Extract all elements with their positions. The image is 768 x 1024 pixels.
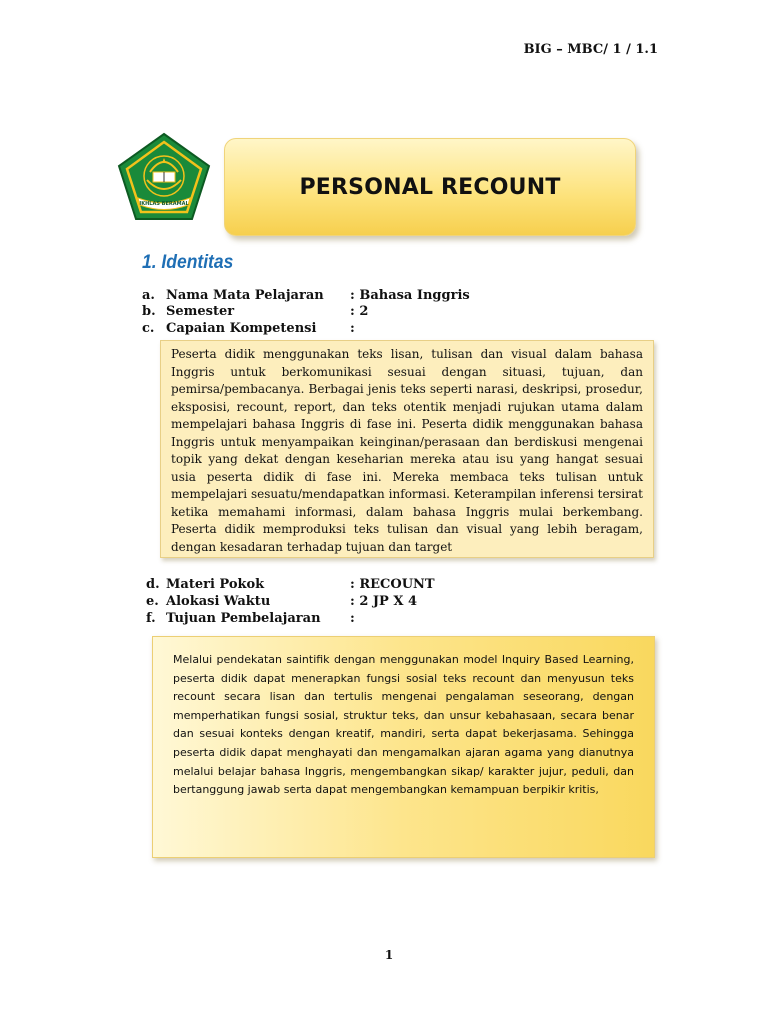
competency-text: Peserta didik menggunakan teks lisan, tulisan dan visual dalam bahasa Inggris untuk berkomunikasi sesuai dengan situasi, tujuan, dan pemirsa/pembacanya. Berbagai jenis teks seperti narasi, deskripsi, prosedur, eksposisi, recount, report, dan teks otentik menjadi rujukan utama dalam mempelajari bahasa Inggris di fase ini. Peserta didik menggunakan bahasa Inggris untuk menyampaikan keinginan/perasaan dan berdiskusi mengenai topik yang dekat dengan keseharian mereka atau isu yang hangat sesuai usia peserta didik di fase ini. Mereka membaca teks tulisan untuk mempelajari sesuatu/mendapatkan informasi. Keterampilan inferensi tersirat ketika memahami informasi, dalam bahasa Inggris mulai berkembang. Peserta didik memproduksi teks tulisan dan visual yang lebih beragam, dengan kesadaran terhadap tujuan dan target (171, 347, 643, 554)
page-number: 1 (384, 948, 394, 962)
section-heading: 1. Identitas (142, 252, 234, 273)
row-value: : (350, 611, 355, 626)
page-title: PERSONAL RECOUNT (299, 174, 561, 200)
row-value: : 2 (350, 304, 369, 319)
competency-box (160, 340, 654, 558)
row-letter: b. (142, 304, 156, 319)
objective-box (152, 636, 655, 858)
row-label: Materi Pokok (166, 577, 265, 592)
ministry-logo (116, 132, 212, 222)
objective-text: Melalui pendekatan saintifik dengan menggunakan model Inquiry Based Learning, peserta didik dapat menerapkan fungsi sosial teks recount dan menyusun teks recount secara lisan dan tertulis mengenai pengalaman seseorang, dengan memperhatikan fungsi sosial, struktur teks, dan unsur kebahasaan, secara benar dan sesuai konteks dengan kreatif, mandiri, serta dapat bekerjasama. Sehingga peserta didik dapat menghayati dan mengamalkan ajaran agama yang dianutnya melalui belajar bahasa Inggris, mengembangkan sikap/ karakter jujur, peduli, dan bertanggung jawab serta dapat mengembangkan kemampuan berpikir kritis, (173, 653, 634, 797)
row-letter: e. (146, 594, 159, 609)
row-label: Alokasi Waktu (166, 594, 271, 609)
logo-banner-text: IKHLAS BERAMAL (139, 201, 189, 207)
document-code: BIG – MBC/ 1 / 1.1 (523, 42, 658, 57)
row-value: : RECOUNT (350, 577, 435, 592)
row-letter: a. (142, 288, 155, 303)
title-banner (224, 138, 636, 236)
row-value: : Bahasa Inggris (350, 288, 470, 303)
row-value: : (350, 321, 355, 336)
row-label: Tujuan Pembelajaran (166, 611, 321, 626)
row-letter: f. (146, 611, 156, 626)
row-value: : 2 JP X 4 (350, 594, 418, 609)
row-letter: c. (142, 321, 155, 336)
row-label: Nama Mata Pelajaran (166, 288, 324, 303)
row-letter: d. (146, 577, 160, 592)
row-label: Semester (166, 304, 235, 319)
row-label: Capaian Kompetensi (166, 321, 317, 336)
